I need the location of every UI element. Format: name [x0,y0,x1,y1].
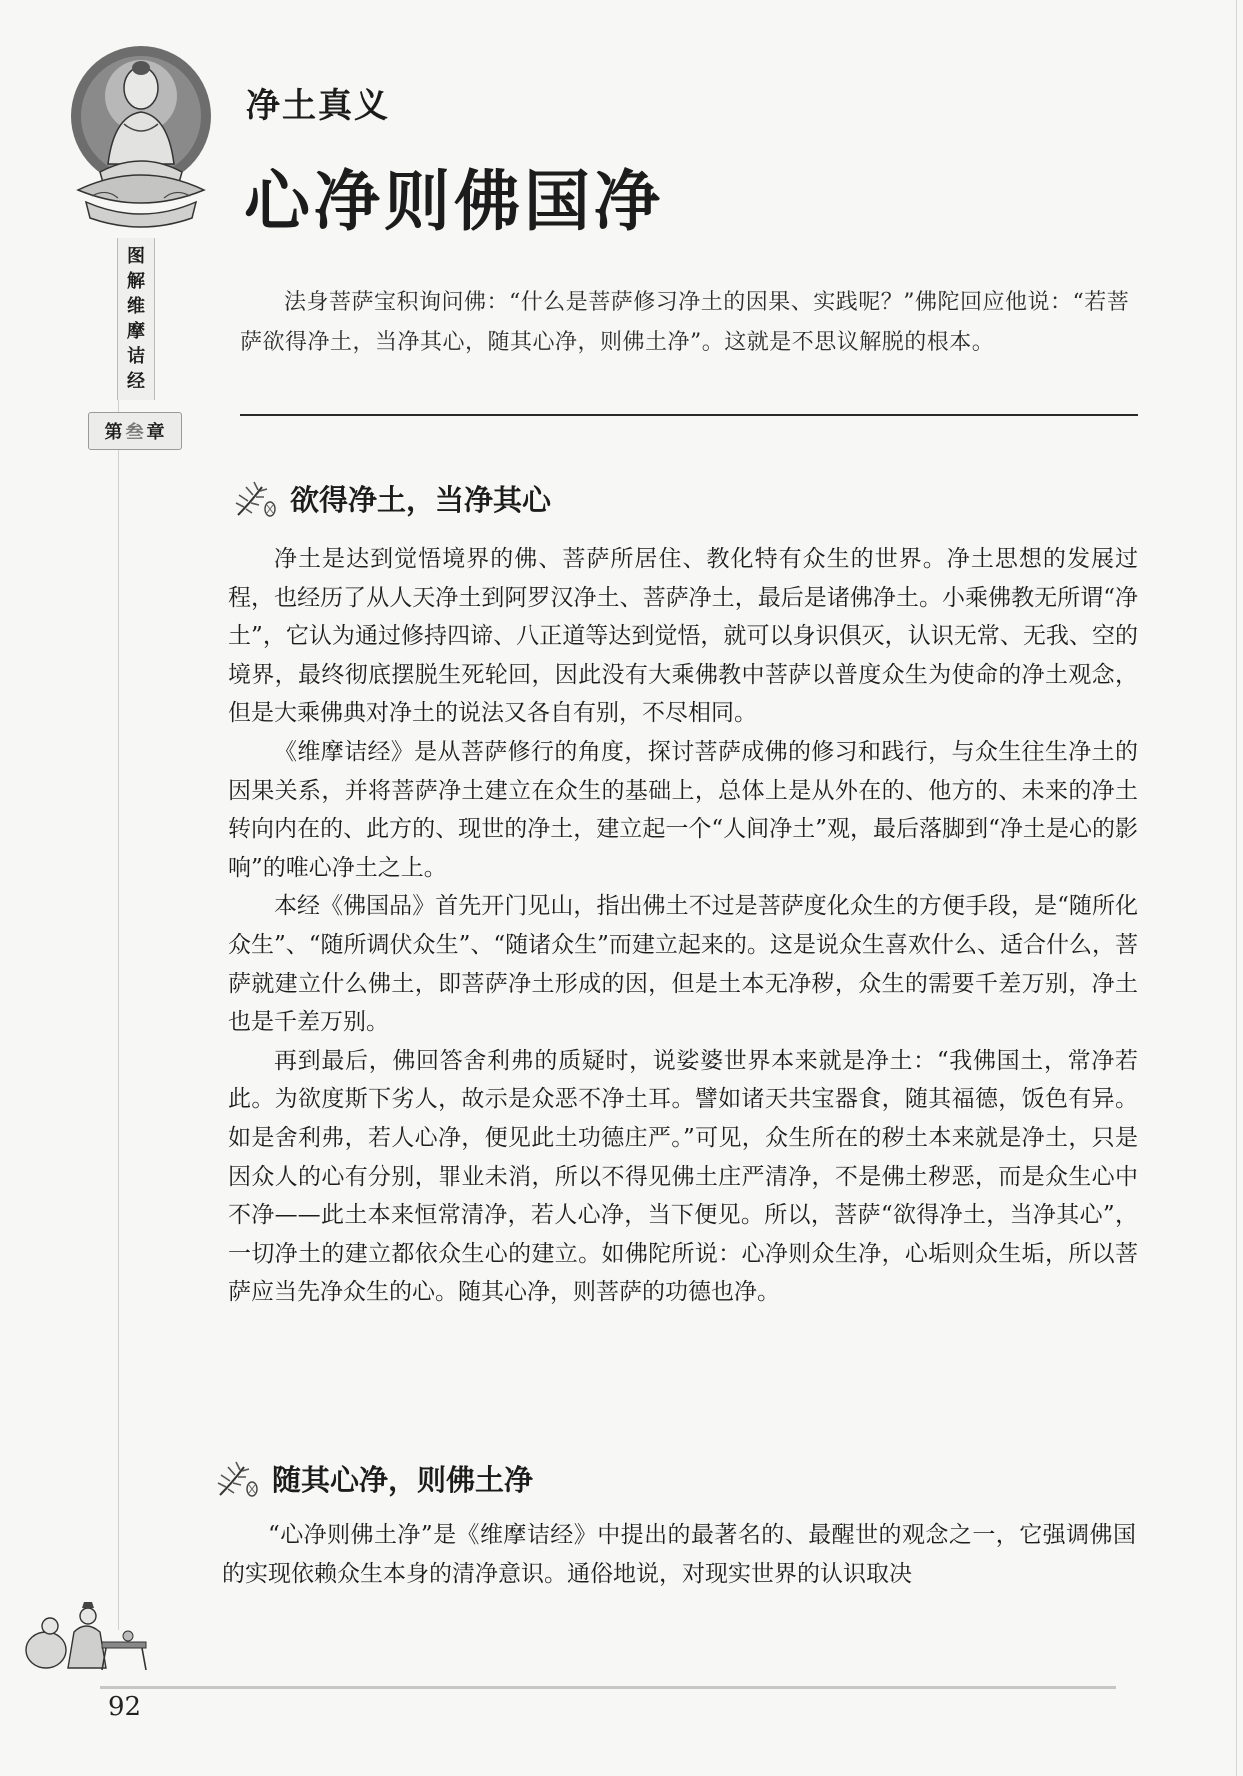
chapter-number: 叁 [125,422,145,443]
book-title-char: 诘 [127,346,145,367]
page-edge-line [1236,0,1237,1776]
book-title-char: 摩 [127,321,145,342]
section-2-body [222,1516,1136,1593]
chapter-suffix: 章 [146,422,166,443]
section-heading-text: 随其心净，则佛土净 [272,1463,534,1497]
body-paragraph: 净土是达到觉悟境界的佛、菩萨所居住、教化特有众生的世界。净土思想的发展过程，也经历了从人天净土到阿罗汉净土、菩萨净土，最后是诸佛净土。小乘佛教无所谓“净土”，它认为通过修持四谛、八正道等达到觉悟，就可以身识俱灭，认识无常、无我、空的境界，最终彻底摆脱生死轮回，因此没有大乘佛教中菩萨以普度众生为使命的净土观念，但是大乘佛典对净土的说法又各自有别，不尽相同。 [228,546,1138,727]
section-1-body [228,540,1138,1312]
scholars-illustration-icon [16,1598,156,1674]
section-heading-2 [214,1458,533,1499]
book-title-char: 经 [127,371,145,392]
body-paragraph: “心净则佛土净”是《维摩诘经》中提出的最著名的、最醒世的观念之一，它强调佛国的实现依赖众生本身的清净意识。通俗地说，对现实世界的认识取决 [222,1522,1136,1587]
chapter-tab [88,412,182,450]
page-title: 心净则佛国净 [244,162,664,240]
chapter-prefix: 第 [104,422,124,443]
intro-divider [240,414,1138,416]
book-title-char: 解 [127,271,145,292]
margin-rule [118,250,119,1630]
pine-branch-icon [232,479,278,519]
body-paragraph: 《维摩诘经》是从菩萨修行的角度，探讨菩萨成佛的修习和践行，与众生往生净土的因果关系，并将菩萨净土建立在众生的基础上，总体上是从外在的、他方的、未来的净土转向内在的、此方的、现世的净土，建立起一个“人间净土”观，最后落脚到“净土是心的影响”的唯心净土之上。 [228,738,1138,881]
section-heading-text: 欲得净土，当净其心 [290,483,552,517]
footer-rule [100,1686,1116,1689]
page-number: 92 [108,1692,142,1722]
book-title-tab [117,238,155,400]
buddha-illustration-icon [62,40,220,238]
section-kicker: 净土真义 [246,86,390,126]
section-heading-1 [232,478,551,519]
body-paragraph: 本经《佛国品》首先开门见山，指出佛土不过是菩萨度化众生的方便手段，是“随所化众生”、“随所调伏众生”、“随诸众生”而建立起来的。这是说众生喜欢什么、适合什么，菩萨就建立什么佛土，即菩萨净土形成的因，但是土本无净秽，众生的需要千差万别，净土也是千差万别。 [228,893,1138,1036]
book-title-char: 图 [127,246,145,267]
pine-branch-icon [214,1459,260,1499]
body-paragraph: 再到最后，佛回答舍利弗的质疑时，说娑婆世界本来就是净土：“我佛国土，常净若此。为欲度斯下劣人，故示是众恶不净土耳。譬如诸天共宝器食，随其福德，饭色有异。如是舍利弗，若人心净，便见此土功德庄严。”可见，众生所在的秽土本来就是净土，只是因众人的心有分别，罪业未消，所以不得见佛土庄严清净，不是佛土秽恶，而是众生心中不净——此土本来恒常清净，若人心净，当下便见。所以，菩萨“欲得净土，当净其心”，一切净土的建立都依众生心的建立。如佛陀所说：心净则众生净，心垢则众生垢，所以菩萨应当先净众生的心。随其心净，则菩萨的功德也净。 [228,1047,1138,1306]
book-title-char: 维 [127,296,145,317]
intro-paragraph: 法身菩萨宝积询问佛：“什么是菩萨修习净土的因果、实践呢？”佛陀回应他说：“若菩萨欲得净土，当净其心，随其心净，则佛土净”。这就是不思议解脱的根本。 [240,290,1130,355]
